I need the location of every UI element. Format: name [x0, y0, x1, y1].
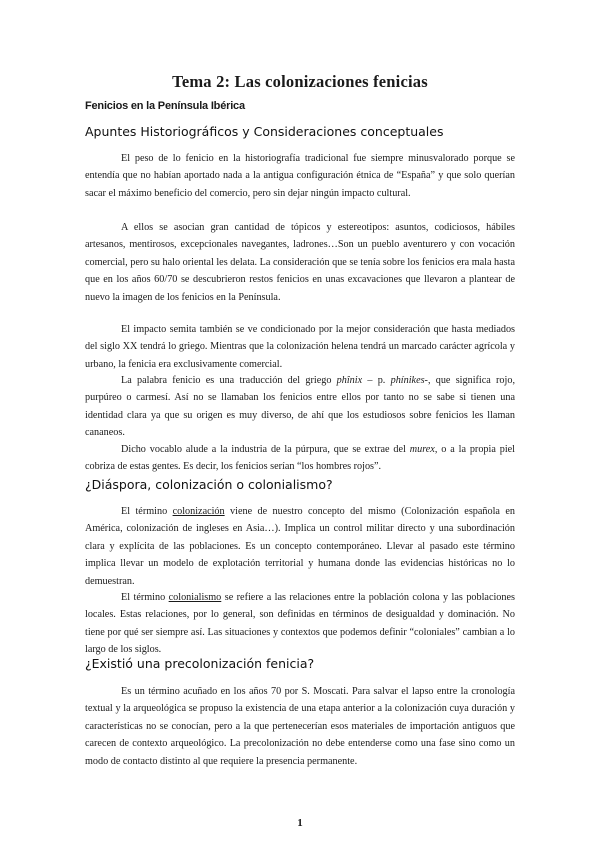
paragraph-text: La palabra fenicio es una traducción del griego	[121, 375, 337, 386]
paragraph-palabra-fenicio	[85, 372, 515, 442]
paragraph-text: Es un término acuñado en los años 70 por S. Moscati. Para salvar el lapso entre la cronología textual y la arqueológica se propuso la existencia de una etapa anterior a la colonización cuya duración y características no se conocían, pero a la que pertenecerían esos materiales de importación antiguos que carecen de contexto arqueológico. La precolonización no debe entenderse como una fase sino como un modo de contacto distinto al que requiere la presencia permanente.	[85, 686, 515, 767]
paragraph-text: – p.	[362, 375, 391, 386]
paragraph-impacto-semita	[85, 321, 515, 373]
paragraph-text: A ellos se asocian gran cantidad de tópicos y estereotipos: asuntos, codiciosos, hábiles artesanos, mentirosos, excepcionales navegantes, ladrones…Son un pueblo aventurero y con vocación comercial, pero su halo oriental les delata. La consideración que se tenía sobre los fenicios era mala hasta que en los años 60/70 se descubrieron restos fenicios en unas excavaciones que llevaron a plantear de nuevo la imagen de los fenicios en la Península.	[85, 222, 515, 303]
term-murex: murex	[409, 444, 435, 455]
paragraph-colonizacion	[85, 503, 515, 590]
paragraph-text: El impacto semita también se ve condicionado por la mejor consideración que hasta mediados del siglo XX tendrá lo griego. Mientras que la colonización helena tendrá un marcado carácter agrícola y urbano, la fenicia era exclusivamente comercial.	[85, 324, 515, 370]
paragraph-text: El peso de lo fenicio en la historiografía tradicional fue siempre minusvalorado porque se entendía que no habían aportado nada a la antigua configuración étnica de “España” y que solo querían sacar el máximo beneficio del comercio, pero sin dejar ningún impacto cultural.	[85, 153, 515, 199]
paragraph-text: El término	[121, 506, 173, 517]
paragraph-text: , que significa rojo, purpúreo o carmesí. Así no se llamaban los fenicios entre ellos por tanto no se sabe si tienen una identidad clara ya que su origen es muy diverso, de ahí que los estudiosos sobre fenicios les llaman cananeos.	[85, 375, 515, 439]
term-colonialismo: colonialismo	[168, 592, 222, 603]
section-heading-diaspora: ¿Diáspora, colonización o colonialismo?	[85, 477, 333, 492]
page-number: 1	[297, 817, 303, 829]
paragraph-peso-fenicio	[85, 150, 515, 202]
greek-term-phinix: phînix	[336, 375, 363, 386]
paragraph-text: se refiere a las relaciones entre la población colona y las poblaciones locales. Estas relaciones, por lo general, son definidas en términos de desigualdad y dominación. No tiene por qué ser siempre así. Las situaciones y contextos que podemos definir “coloniales” cambian a lo largo de los siglos.	[85, 592, 515, 656]
greek-term-phinikes: phínikes-	[390, 375, 428, 386]
paragraph-text: Dicho vocablo alude a la industria de la púrpura, que se extrae del	[121, 444, 410, 455]
document-title: Tema 2: Las colonizaciones fenicias	[172, 72, 428, 91]
paragraph-colonialismo	[85, 589, 515, 659]
paragraph-precolonizacion	[85, 683, 515, 770]
document-subtitle: Fenicios en la Península Ibérica	[85, 100, 245, 112]
term-colonizacion: colonización	[172, 506, 225, 517]
paragraph-vocablo	[85, 441, 515, 476]
paragraph-text: viene de nuestro concepto del mismo (Colonización española en América, colonización de ingleses en Asia…). Implica un control militar directo y una subordinación clara y explícita de las poblaciones. Es un concepto contemporáneo. Llevar al pasado este término implica llevar un modelo de explotación territorial y humana donde las evidencias históricas no lo demuestran.	[85, 506, 515, 587]
paragraph-text: El término	[121, 592, 169, 603]
paragraph-text: , o a la propia piel cobriza de estas gentes. Es decir, los fenicios serían “los hombres rojos”.	[85, 444, 516, 473]
section-heading-apuntes: Apuntes Historiográficos y Consideraciones conceptuales	[85, 124, 444, 139]
section-heading-precolonizacion: ¿Existió una precolonización fenicia?	[85, 656, 315, 671]
paragraph-topicos	[85, 219, 515, 306]
